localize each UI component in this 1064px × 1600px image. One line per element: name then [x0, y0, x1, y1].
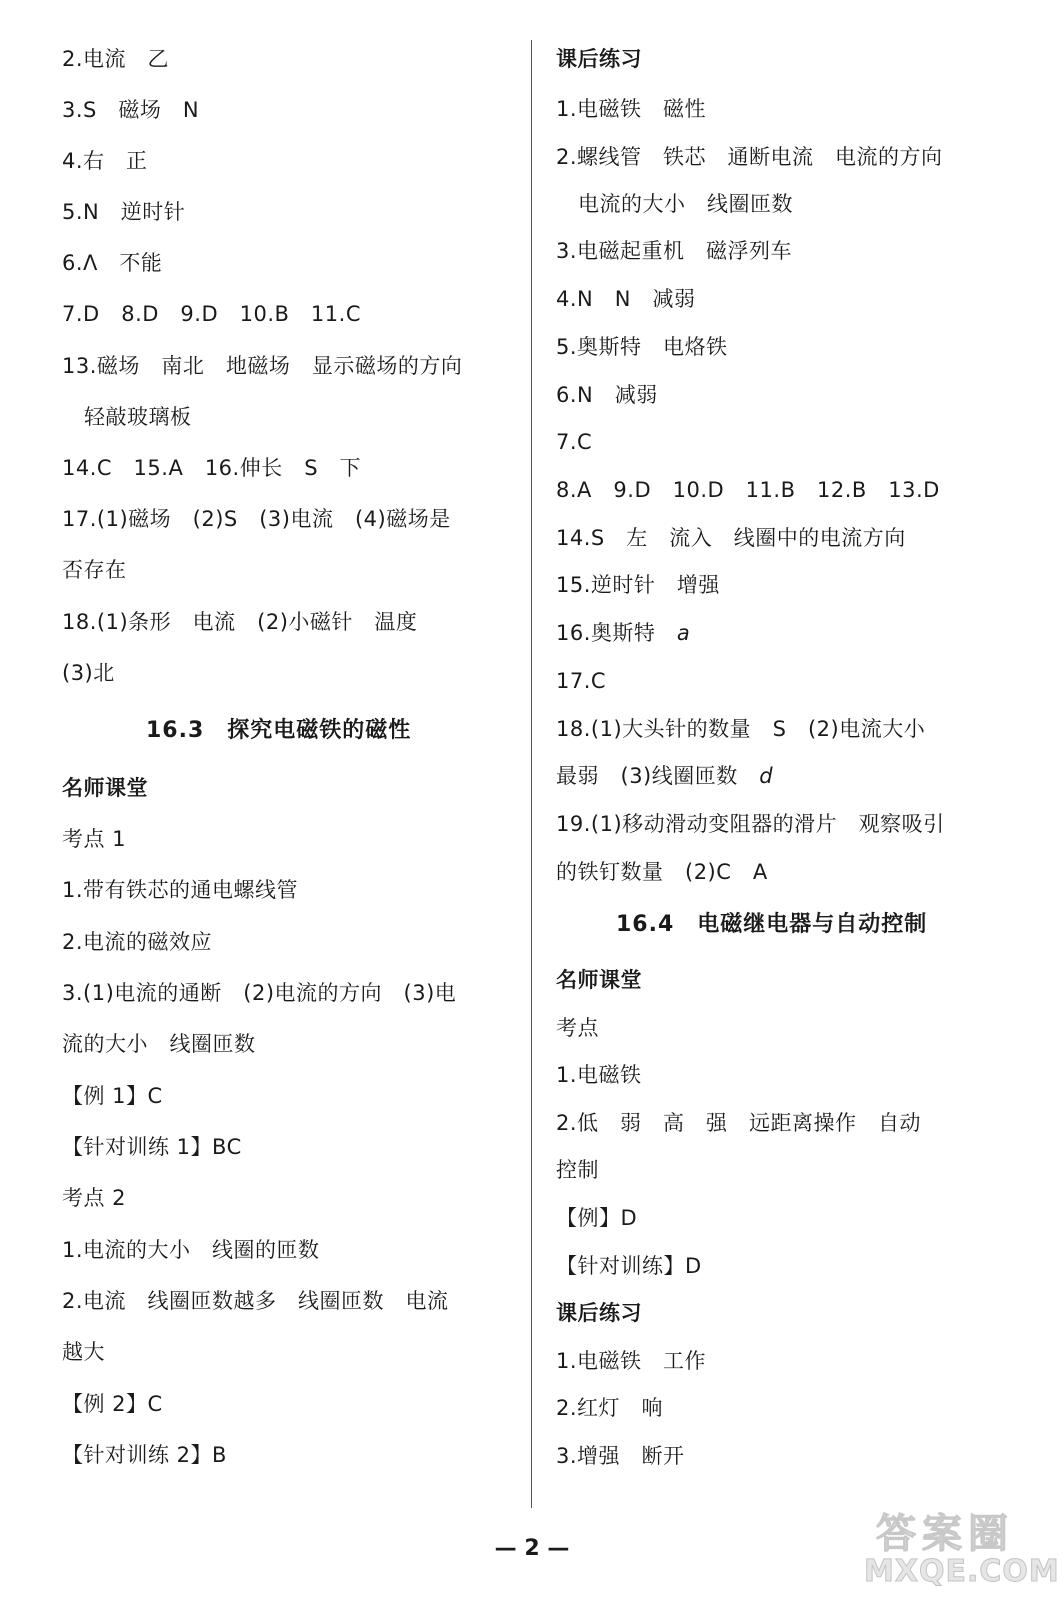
subsection-title: 名师课堂 — [556, 968, 642, 992]
answer-line: 电流的大小 线圈匝数 — [578, 192, 793, 216]
answer-line: 2.电流的磁效应 — [62, 930, 213, 954]
answer-line: 6.Λ 不能 — [62, 251, 163, 275]
answer-line: 3.S 磁场 N — [62, 98, 200, 122]
answer-line: 14.C 15.A 16.伸长 S 下 — [62, 456, 362, 480]
subsection-title: 课后练习 — [556, 1301, 642, 1325]
answer-line: 越大 — [62, 1340, 105, 1364]
answer-line: 17.(1)磁场 (2)S (3)电流 (4)磁场是 — [62, 507, 451, 531]
topic-label: 考点 2 — [62, 1186, 127, 1210]
answer-line: 3.电磁起重机 磁浮列车 — [556, 239, 793, 263]
topic-label: 考点 1 — [62, 827, 127, 851]
answer-line: 1.电磁铁 — [556, 1063, 642, 1087]
answer-line: 19.(1)移动滑动变阻器的滑片 观察吸引 — [556, 812, 945, 836]
answer-line: 2.低 弱 高 强 远距离操作 自动 — [556, 1111, 922, 1135]
answer-line: (3)北 — [62, 661, 115, 685]
watermark-title: 答案圈 — [876, 1511, 1014, 1557]
answer-text: 最弱 (3)线圈匝数 — [556, 764, 760, 788]
answer-line: 6.N 减弱 — [556, 383, 658, 407]
answer-text: 16.奥斯特 — [556, 621, 677, 645]
answer-line: 2.红灯 响 — [556, 1396, 664, 1420]
example-answer: 【例 2】C — [62, 1392, 163, 1416]
answer-line — [556, 618, 690, 648]
italic-variable: d — [759, 764, 774, 788]
topic-label: 考点 — [556, 1016, 599, 1040]
subsection-title: 名师课堂 — [62, 776, 148, 800]
training-answer: 【针对训练 1】BC — [62, 1135, 242, 1159]
watermark-url: MXQE.COM — [864, 1554, 1060, 1589]
answer-line: 1.电磁铁 磁性 — [556, 97, 707, 121]
section-heading: 16.3 探究电磁铁的磁性 — [146, 718, 412, 743]
answer-line: 4.N N 减弱 — [556, 287, 696, 311]
answer-line — [556, 761, 773, 791]
answer-line: 否存在 — [62, 558, 127, 582]
answer-line: 15.逆时针 增强 — [556, 573, 720, 597]
answer-line: 1.带有铁芯的通电螺线管 — [62, 878, 299, 902]
answer-line: 轻敲玻璃板 — [84, 405, 192, 429]
answer-line: 7.C — [556, 430, 593, 454]
italic-variable: a — [676, 621, 691, 645]
answer-line: 3.(1)电流的通断 (2)电流的方向 (3)电 — [62, 981, 457, 1005]
answer-line: 5.N 逆时针 — [62, 200, 186, 224]
example-answer: 【例 1】C — [62, 1084, 163, 1108]
answer-line: 8.A 9.D 10.D 11.B 12.B 13.D — [556, 478, 940, 502]
answer-line: 的铁钉数量 (2)C A — [556, 860, 768, 884]
answer-line: 4.右 正 — [62, 149, 148, 173]
answer-line: 1.电磁铁 工作 — [556, 1349, 707, 1373]
answer-line: 17.C — [556, 669, 607, 693]
answer-line: 13.磁场 南北 地磁场 显示磁场的方向 — [62, 354, 463, 378]
training-answer: 【针对训练】D — [556, 1254, 702, 1278]
page-number: — 2 — — [494, 1536, 570, 1561]
answer-line: 14.S 左 流入 线圈中的电流方向 — [556, 526, 906, 550]
answer-line: 2.电流 线圈匝数越多 线圈匝数 电流 — [62, 1289, 449, 1313]
answer-line: 18.(1)条形 电流 (2)小磁针 温度 — [62, 610, 418, 634]
answer-line: 1.电流的大小 线圈的匝数 — [62, 1238, 320, 1262]
example-answer: 【例】D — [556, 1206, 638, 1230]
answer-line: 控制 — [556, 1158, 599, 1182]
answer-line: 3.增强 断开 — [556, 1444, 685, 1468]
answer-line: 2.电流 乙 — [62, 47, 170, 71]
section-heading: 16.4 电磁继电器与自动控制 — [616, 912, 928, 937]
answer-line: 流的大小 线圈匝数 — [62, 1032, 256, 1056]
page-number-value: 2 — [524, 1536, 540, 1561]
watermark-logo — [862, 1498, 1060, 1594]
answer-line: 7.D 8.D 9.D 10.B 11.C — [62, 302, 361, 326]
answer-line: 18.(1)大头针的数量 S (2)电流大小 — [556, 717, 926, 741]
column-divider — [531, 40, 532, 1508]
training-answer: 【针对训练 2】B — [62, 1443, 227, 1467]
answer-line: 5.奥斯特 电烙铁 — [556, 335, 728, 359]
subsection-title: 课后练习 — [556, 47, 642, 71]
answer-line: 2.螺线管 铁芯 通断电流 电流的方向 — [556, 145, 943, 169]
